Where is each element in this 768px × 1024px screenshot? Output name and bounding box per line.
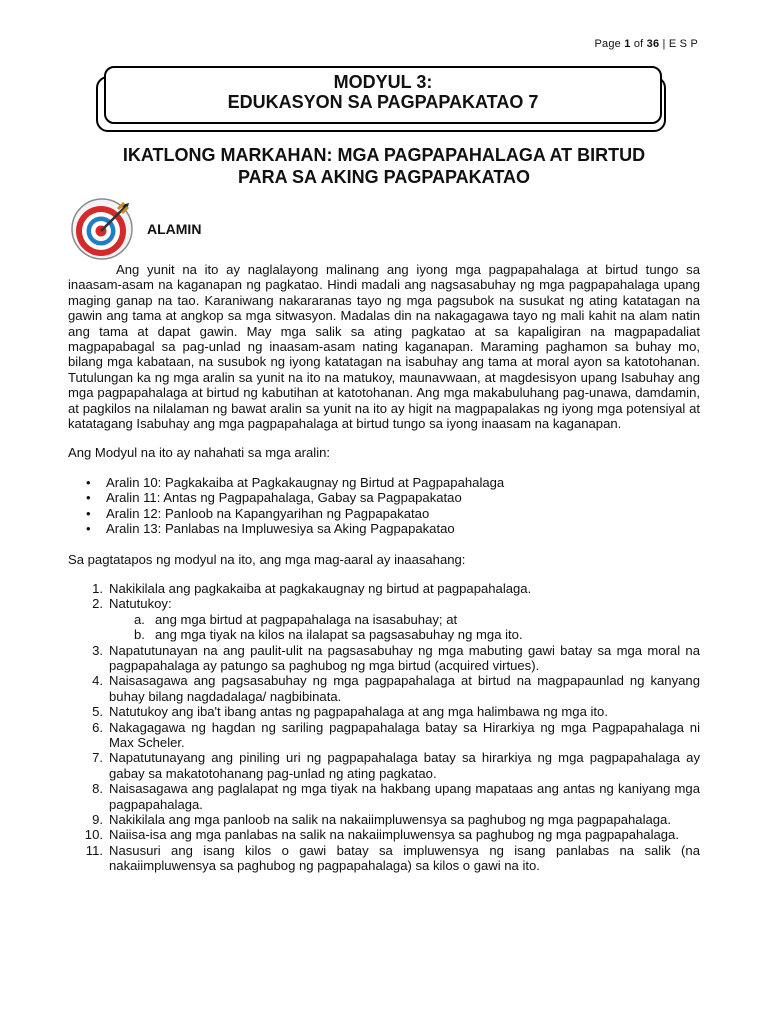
item-text: Natutukoy: (109, 596, 172, 612)
item-number: 9. (92, 812, 103, 827)
item-text: Nasusuri ang isang kilos o gawi batay sa impluwensya ng isang panlabas na salik (na nakaiimpluwensya sa paghubog ng pagpapahalaga) sa kilos o gawi na ito. (109, 842, 700, 874)
list-item (68, 596, 700, 642)
list-item (68, 581, 700, 596)
page-suffix: | E S P (659, 38, 698, 50)
list-item (68, 704, 700, 719)
item-number: 2. (92, 596, 103, 612)
sub-list-item (109, 612, 700, 627)
sub-item-letter: a. (134, 611, 145, 627)
item-text: Nakikilala ang pagkakaiba at pagkakaugnay ng birtud at pagpapahalaga. (109, 580, 532, 596)
item-number: 3. (92, 642, 103, 658)
item-text: Naisasagawa ang paglalapat ng mga tiyak na hakbang upang mapataas ang antas ng kaniyang mga pagpapahalaga. (109, 781, 700, 812)
item-text: Naiisa-isa ang mga panlabas na salik na nakaiimpluwensya sa paghubog ng mga pagpapahalaga. (109, 827, 679, 843)
list-item (68, 812, 700, 827)
item-number: 8. (92, 781, 103, 797)
list-item (68, 720, 700, 751)
page-prefix: Page (594, 38, 625, 50)
item-number: 6. (92, 719, 103, 735)
sub-item-letter: b. (134, 627, 145, 643)
modules-intro: Ang Modyul na ito ay nahahati sa mga aralin: (68, 445, 331, 461)
module-number: MODYUL 3: (333, 72, 433, 92)
item-text: Nakagagawa ng hagdan ng sariling pagpapahalaga batay sa Hirarkiya ng mga Pagpapahalaga ni Max Scheler. (109, 719, 700, 750)
item-text: Napatutunayan na ang paulit-ulit na pagsasabuhay ng mga mabuting gawi batay sa mga moral na pagpapahalaga ay patungo sa paghubog ng mga birtud (acquired virtues). (109, 642, 700, 673)
item-text: Naisasagawa ang pagsasabuhay ng mga pagpapahalaga at birtud na magpapaunlad ng kanyang buhay bilang nagdadalaga/ nagbibinata. (109, 673, 700, 704)
objectives-intro: Sa pagtatapos ng modyul na ito, ang mga mag-aaral ay inaasahang: (68, 551, 466, 567)
section-title: ALAMIN (147, 221, 202, 237)
item-number: 4. (92, 673, 103, 689)
list-item: • Aralin 13: Panlabas na Impluwesiya sa Aking Pagpapakatao (106, 521, 700, 536)
list-item: • Aralin 11: Antas ng Pagpapahalaga, Gabay sa Pagpapakatao (106, 490, 700, 505)
intro-paragraph: Ang yunit na ito ay naglalayong malinang ang iyong mga pagpapahalaga at birtud tungo sa inaasam-asam na kaganapan ng pagkatao. Hindi madali ang nagsasabuhay ng mga pagpapahalaga upang maging ganap na tao. Karaniwang nakararanas tayo ng mga pagsubok na susukat ng ating katatagan na gawin ang tama at angkop sa mga sitwasyon. Madalas din na nakagagawa tayo ng mali kahit na alam natin ang tama at dapat gawin. May mga salik sa ating pagkatao at sa kapaligiran na magpapadaliat magpapabagal sa pag-unlad ng inaasam-asam nating kaganapan. Maraming paghamon sa buhay mo, bilang mga kabataan, na susubok ng iyong katatagan na isabuhay ang tama at moral ayon sa katotohanan. Tutulungan ka ng mga aralin sa yunit na ito na matukoy, maunavwaan, at magdesisyon upang Isabuhay ang mga pagpapahalaga at birtud ng kabutihan at katotohanan. Ang mga makabuluhang pag-unawa, damdamin, at pagkilos na nilalaman ng bawat aralin sa yunit na ito ay higit na magpapalakas ng iyong mga potensiyal at katatagang Isabuhay ang mga pagpapahalaga at birtud tungo sa iyong inaasam na kaganapan. (68, 262, 700, 432)
target-icon (70, 197, 134, 261)
quarter-title-line1: IKATLONG MARKAHAN: MGA PAGPAPAHALAGA AT BIRTUD (122, 145, 646, 165)
item-number: 5. (92, 704, 103, 720)
sub-item-text: ang mga tiyak na kilos na ilalapat sa pagsasabuhay ng mga ito. (155, 627, 523, 643)
item-number: 7. (92, 750, 103, 766)
list-item (68, 750, 700, 781)
objective-list (68, 581, 700, 874)
sub-list (109, 612, 700, 643)
item-text: Napatutunayang ang piniling uri ng pagpapahalaga batay sa hirarkiya ng mga pagpapahalaga ay gabay sa makatotohanang pag-unlad ng ating pagkatao. (109, 750, 700, 781)
item-text: Natutukoy ang iba't ibang antas ng pagpapahalaga at ang mga halimbawa ng mga ito. (109, 704, 608, 720)
page-current: 1 (624, 38, 631, 50)
list-item (68, 827, 700, 842)
list-item (68, 673, 700, 704)
item-text: Nakikilala ang mga panloob na salik na nakaiimpluwensya sa paghubog ng mga pagpapahalaga. (109, 812, 671, 827)
module-subject: EDUKASYON SA PAGPAPAKATAO 7 (227, 92, 539, 112)
list-item (68, 843, 700, 874)
list-item (68, 781, 700, 812)
item-number: 11. (85, 842, 103, 858)
sub-list-item (109, 627, 700, 642)
module-title-box (104, 66, 662, 124)
list-item (68, 643, 700, 674)
item-number: 1. (92, 580, 103, 596)
content (68, 262, 700, 874)
quarter-title-line2: PARA SA AKING PAGPAPAKATAO (238, 167, 530, 187)
lesson-list (68, 475, 700, 537)
sub-item-text: ang mga birtud at pagpapahalaga na isasabuhay; at (155, 611, 458, 627)
page-header (594, 38, 698, 50)
item-number: 10. (84, 827, 103, 843)
page-total: 36 (646, 38, 660, 50)
quarter-title (60, 144, 708, 188)
list-item: • Aralin 10: Pagkakaiba at Pagkakaugnay ng Birtud at Pagpapahalaga (106, 475, 700, 490)
target-icon-graphic (70, 197, 134, 261)
page-of: of (630, 38, 647, 50)
list-item: • Aralin 12: Panloob na Kapangyarihan ng Pagpapakatao (106, 506, 700, 521)
